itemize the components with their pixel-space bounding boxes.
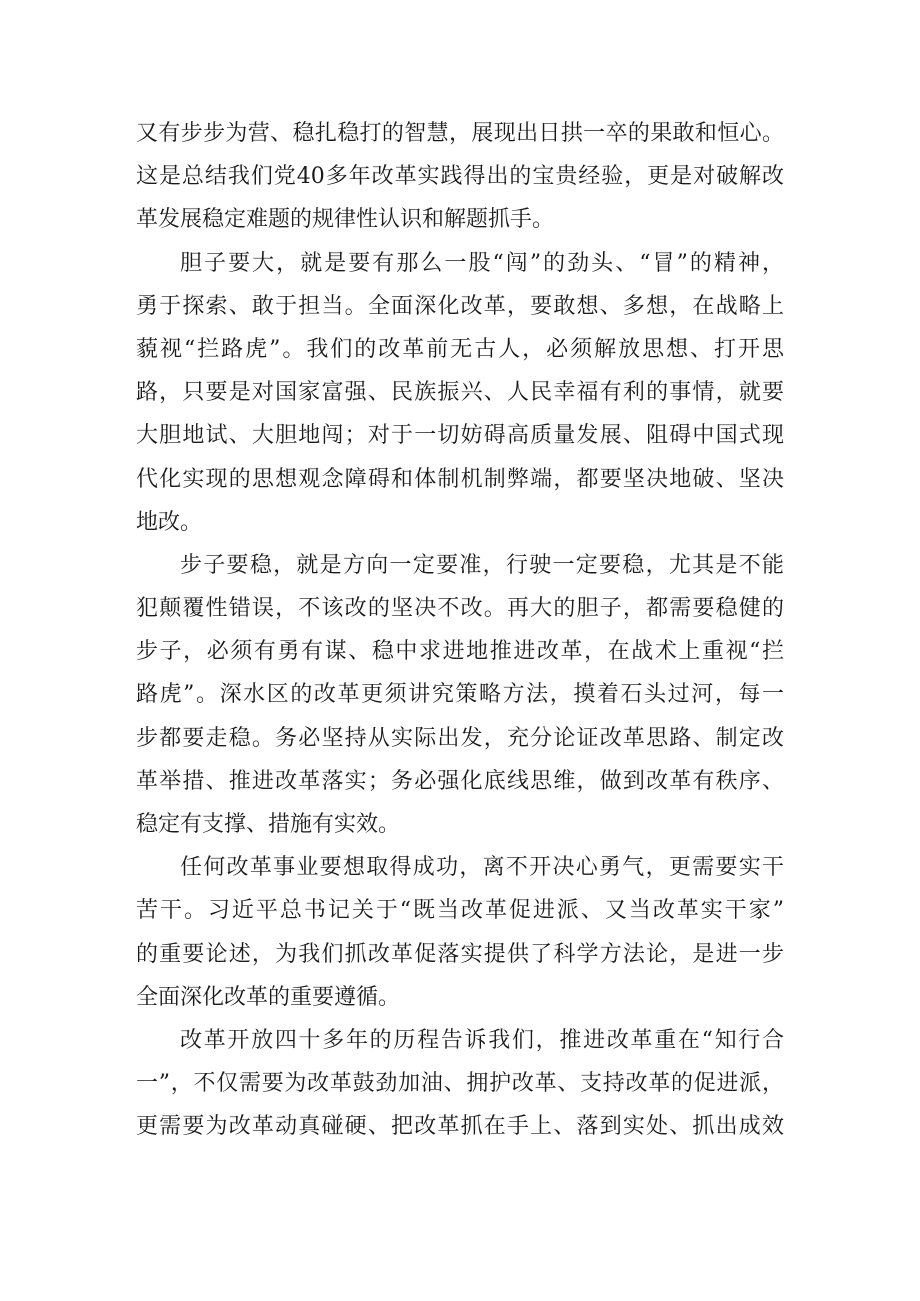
text-line: 全面深化改革的重要遵循。 (136, 984, 401, 1010)
document-body (136, 112, 784, 1149)
text-line: 大胆地试、大胆地闯；对于一切妨碍高质量发展、阻碍中国式现 (136, 423, 784, 449)
text-line: 稳定有支撑、措施有实效。 (136, 812, 401, 837)
text-line: 步子，必须有勇有谋、稳中求进地推进改革，在战术上重视“拦 (136, 639, 784, 665)
text-line: 勇于探索、敢于担当。全面深化改革，要敢想、多想，在战略上 (136, 293, 784, 319)
paragraph-first-line: 步子要稳，就是方向一定要准，行驶一定要稳，尤其是不能 (180, 552, 784, 578)
text-line: 更需要为改革动真碰硬、把改革抓在手上、落到实处、抓出成效 (136, 1114, 784, 1140)
text-line: 路，只要是对国家富强、民族振兴、人民幸福有利的事情，就要 (136, 380, 784, 406)
text-line: 又有步步为营、稳扎稳打的智慧，展现出日拱一卒的果敢和恒心。 (136, 121, 784, 146)
text-line: 苦干。习近平总书记关于“既当改革促进派、又当改革实干家” (136, 898, 784, 924)
text-line: 革举措、推进改革落实；务必强化底线思维，做到改革有秩序、 (136, 768, 784, 794)
text-line: 革发展稳定难题的规律性认识和解题抓手。 (136, 207, 555, 233)
text-line: 藐视“拦路虎”。我们的改革前无古人，必须解放思想、打开思 (136, 336, 784, 362)
text-line: 步都要走稳。务必坚持从实际出发，充分论证改革思路、制定改 (136, 725, 784, 751)
text-line: 路虎”。深水区的改革更须讲究策略方法，摸着石头过河，每一 (136, 682, 784, 708)
text-line: 地改。 (136, 509, 203, 535)
paragraph-first-line: 任何改革事业要想取得成功，离不开决心勇气，更需要实干 (180, 855, 784, 881)
paragraph-first-line: 胆子要大，就是要有那么一股“闯”的劲头、“冒”的精神， (180, 250, 784, 276)
text-line: 的重要论述，为我们抓改革促落实提供了科学方法论，是进一步 (136, 941, 784, 967)
text-line: 一”，不仅需要为改革鼓劲加油、拥护改革、支持改革的促进派， (136, 1071, 784, 1097)
text-line: 代化实现的思想观念障碍和体制机制弊端，都要坚决地破、坚决 (136, 466, 784, 492)
text-line: 这是总结我们党40多年改革实践得出的宝贵经验，更是对破解改 (136, 164, 784, 190)
paragraph-first-line: 改革开放四十多年的历程告诉我们，推进改革重在“知行合 (180, 1027, 784, 1053)
text-line: 犯颠覆性错误，不该改的坚决不改。再大的胆子，都需要稳健的 (136, 596, 784, 622)
